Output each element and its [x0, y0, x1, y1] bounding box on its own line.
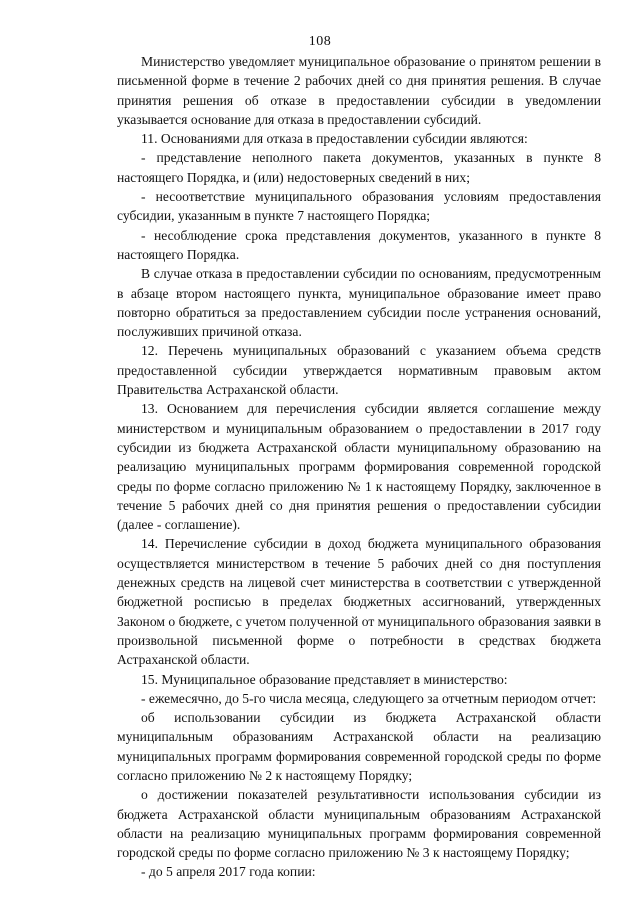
paragraph-13: 13. Основанием для перечисления субсидии является соглашение между министерством и муниципальным образованием о предоставлении в 2017 году субсидии из бюджета Астраханской области муниципальному образованию на реализацию муниципальных программ формирования современной городской среды по форме согласно приложению № 1 к настоящему Порядку, заключенное в течение 5 рабочих дней со дня принятия решения о предоставлении субсидии (далее - соглашение).: [117, 401, 601, 533]
list-item-noncompliance: - несоответствие муниципального образования условиям предоставления субсидии, указанным в пункте 7 настоящего Порядка;: [117, 189, 601, 224]
document-body: [117, 52, 601, 882]
list-item-incomplete-documents: - представление неполного пакета документов, указанных в пункте 8 настоящего Порядка, и (или) недостоверных сведений в них;: [117, 150, 601, 185]
paragraph-15: 15. Муниципальное образование представляет в министерство:: [141, 671, 508, 687]
list-item-monthly-report: - ежемесячно, до 5-го числа месяца, следующего за отчетным периодом отчет:: [141, 690, 597, 706]
paragraph-subsidy-usage: об использовании субсидии из бюджета Астраханской области муниципальным образованиям Астраханской области на реализацию муниципальных программ формирования современной городской среды по форме согласно приложению № 2 к настоящему Порядку;: [117, 710, 601, 783]
page-number: 108: [308, 34, 332, 49]
list-item-copies: - до 5 апреля 2017 года копии:: [141, 864, 316, 880]
paragraph-performance-indicators: о достижении показателей результативности использования субсидии из бюджета Астраханской области муниципальным образованиям Астраханской области на реализацию муниципальных программ формирования современной городской среды по форме согласно приложению № 3 к настоящему Порядку;: [117, 787, 601, 861]
paragraph-reapply: В случае отказа в предоставлении субсидии по основаниям, предусмотренным в абзаце втором настоящего пункта, муниципальное образование имеет право повторно обратиться за предоставлением субсидии после устранения оснований, послуживших причиной отказа.: [117, 266, 601, 340]
paragraph-12: 12. Перечень муниципальных образований с указанием объема средств предоставленной субсидии утверждается нормативным правовым актом Правительства Астраханской области.: [117, 343, 601, 398]
paragraph-refusal-grounds: 11. Основаниями для отказа в предоставлении субсидии являются:: [141, 131, 528, 147]
list-item-deadline-violation: - несоблюдение срока представления документов, указанного в пункте 8 настоящего Порядка.: [117, 227, 601, 262]
paragraph-14: 14. Перечисление субсидии в доход бюджета муниципального образования осуществляется министерством в течение 5 рабочих дней со дня поступления денежных средств на лицевой счет министерства в соответствии с утвержденной бюджетной росписью в пределах бюджетных ассигнований, утвержденных Законом о бюджете, с учетом полученной от муниципального образования заявки в произвольной письменной форме о потребности в средствах бюджета Астраханской области.: [117, 536, 601, 668]
paragraph-notification: Министерство уведомляет муниципальное образование о принятом решении в письменной форме в течение 2 рабочих дней со дня принятия решения. В случае принятия решения об отказе в предоставлении субсидии в уведомлении указывается основание для отказа в предоставлении субсидий.: [117, 54, 601, 127]
